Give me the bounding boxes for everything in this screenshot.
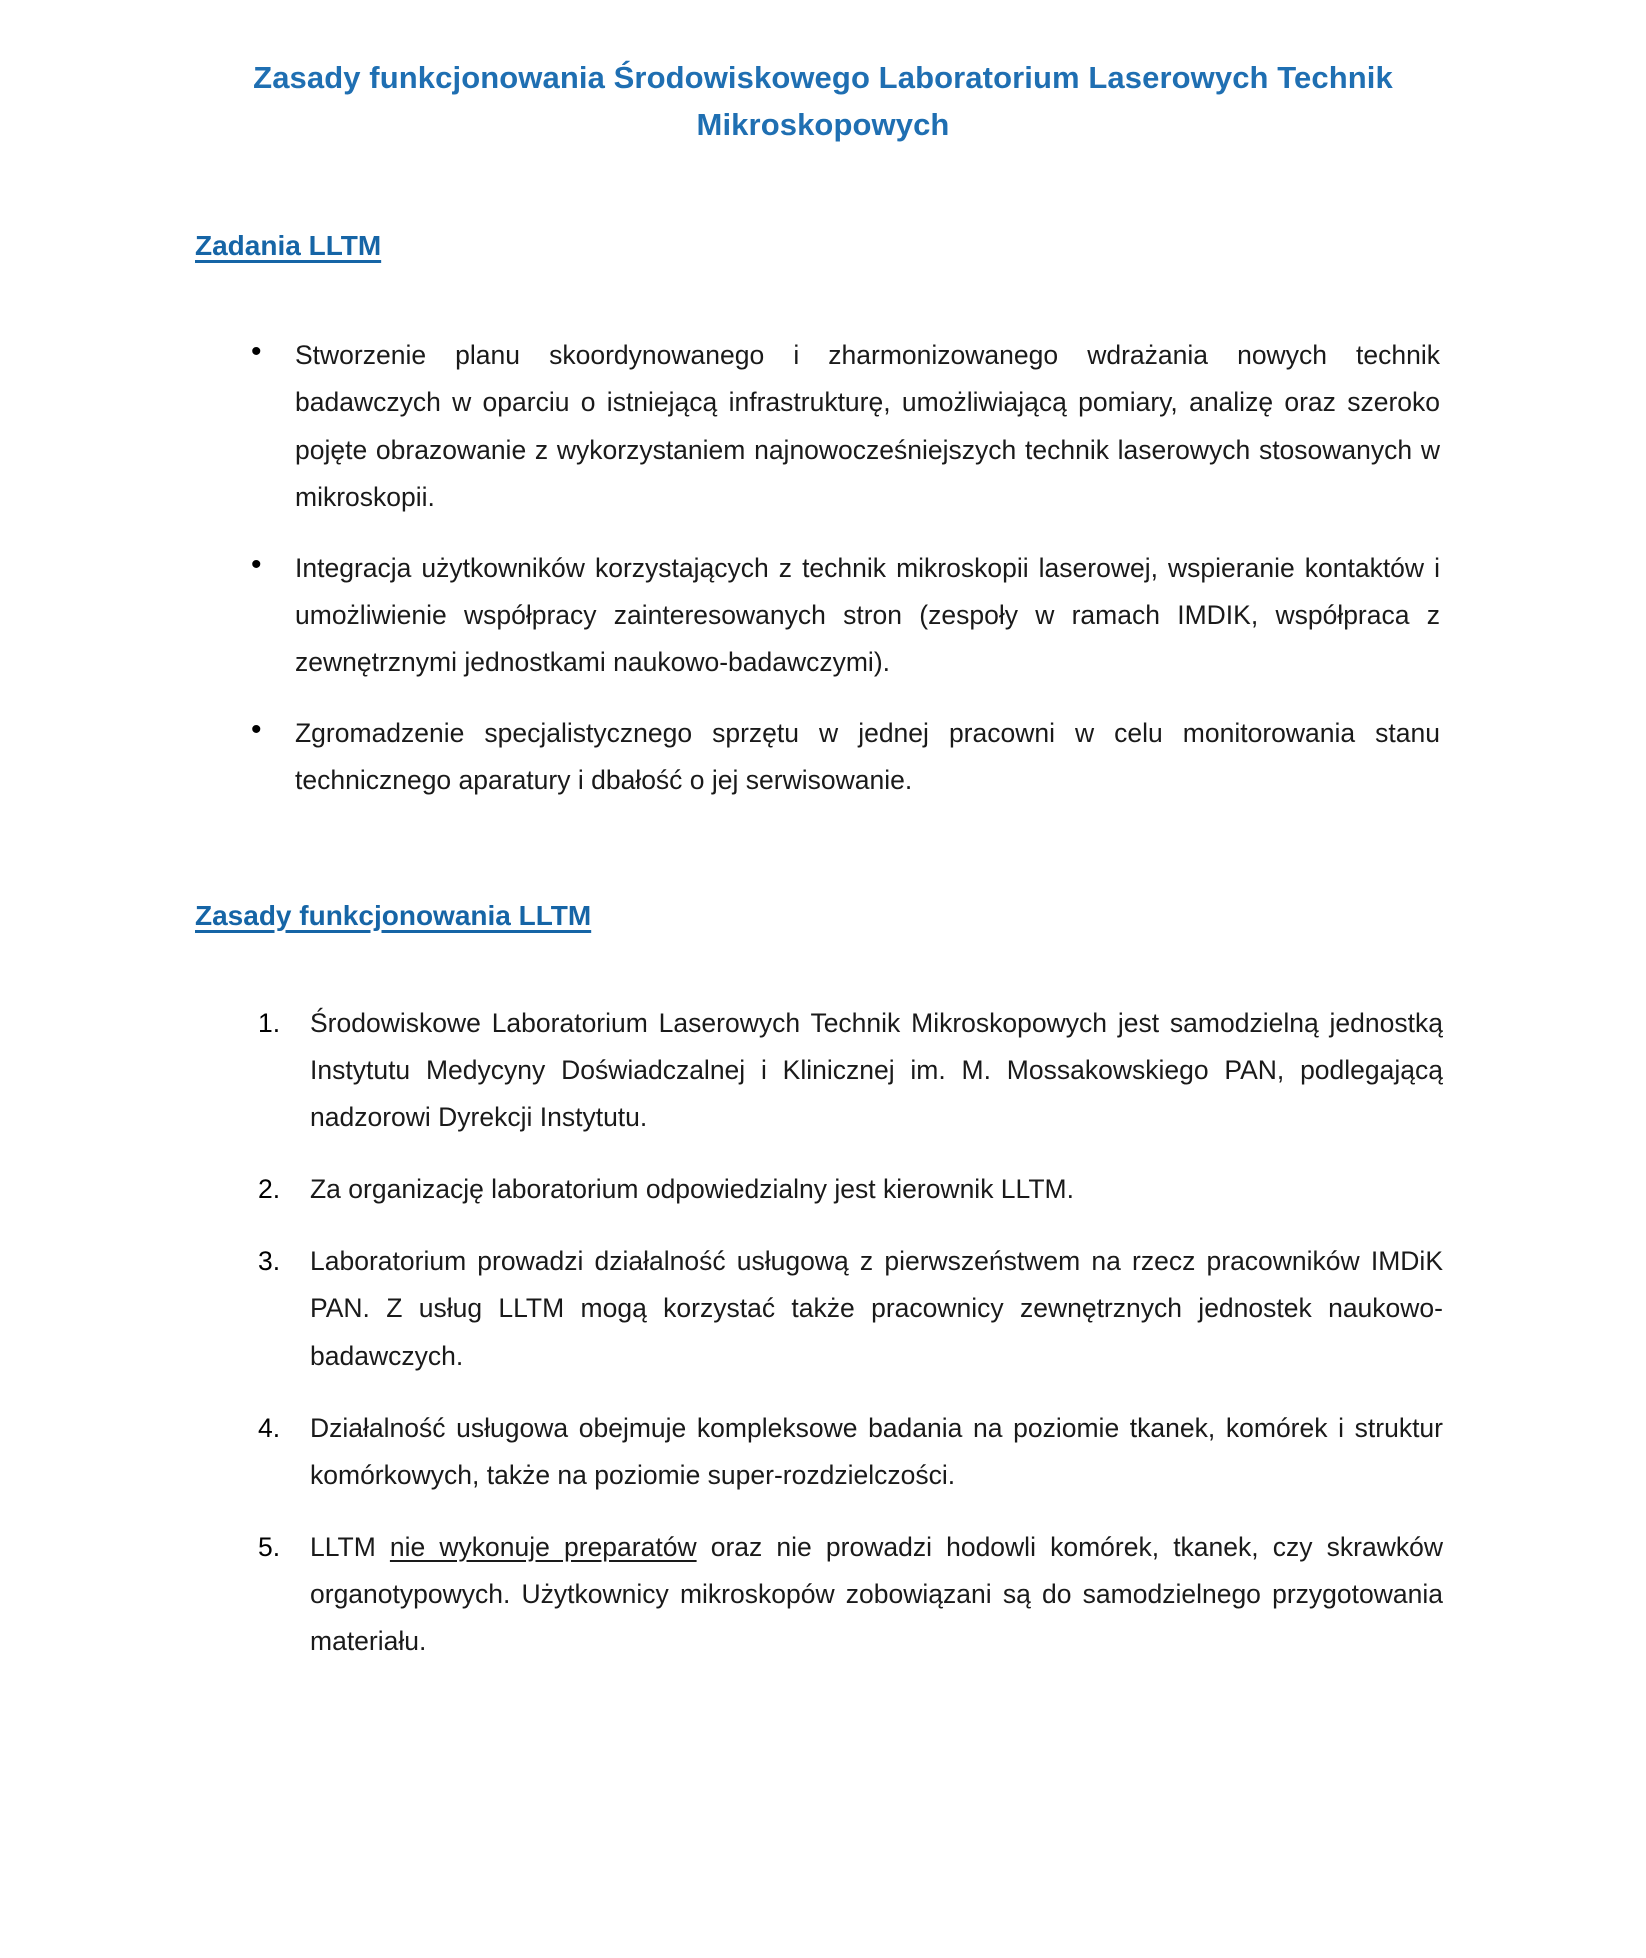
page-bottom-spacer	[0, 1691, 1646, 1701]
list-item	[245, 545, 1440, 686]
text-run: oraz nie prowadzi hodowli komórek, tkanek, czy skrawków organotypowych. Użytkownicy mikroskopów zobowiązani są do samodzielnego przygotowania materiału.	[310, 1532, 1443, 1657]
list-item	[258, 1238, 1443, 1379]
underlined-run: nie wykonuje preparatów	[389, 1532, 697, 1563]
section-heading-row-zadania	[195, 230, 1646, 262]
page-title: Zasady funkcjonowania Środowiskowego Laboratorium Laserowych Technik Mikroskopowych	[253, 60, 1393, 143]
bullet-text: • Integracja użytkowników korzystających z technik mikroskopii laserowej, wspieranie kontaktów i umożliwienie współpracy zainteresowanych stron (zespoły w ramach IMDIK, współpraca z zewnętrznymi jednostkami naukowo-badawczymi).	[295, 552, 1440, 678]
list-item	[258, 1524, 1443, 1665]
bullet-text: • Stworzenie planu skoordynowanego i zharmonizowanego wdrażania nowych technik badawczych w oparciu o istniejącą infrastrukturę, umożliwiającą pomiary, analizę oraz szeroko pojęte obrazowanie z wykorzystaniem najnowocześniejszych technik laserowych stosowanych w mikroskopii.	[295, 340, 1440, 512]
bullet-text: • Zgromadzenie specjalistycznego sprzętu w jednej pracowni w celu monitorowania stanu technicznego aparatury i dbałość o jej serwisowanie.	[295, 718, 1440, 796]
numbered-text-rich	[310, 1524, 1443, 1665]
numbered-text: Środowiskowe Laboratorium Laserowych Technik Mikroskopowych jest samodzielną jednostką Instytutu Medycyny Doświadczalnej i Klinicznej im. M. Mossakowskiego PAN, podlegającą nadzorowi Dyrekcji Instytutu.	[310, 1007, 1443, 1132]
section-heading-zasady: Zasady funkcjonowania LLTM	[195, 899, 592, 931]
numbered-text: Laboratorium prowadzi działalność usługową z pierwszeństwem na rzecz pracowników IMDiK PAN. Z usług LLTM mogą korzystać także pracownicy zewnętrznych jednostek naukowo-badawczych.	[310, 1246, 1443, 1371]
zadania-bullet-list	[245, 332, 1440, 804]
list-item	[258, 1000, 1443, 1141]
list-item	[245, 332, 1440, 521]
list-item	[245, 710, 1440, 804]
list-item	[258, 1405, 1443, 1499]
list-item	[258, 1166, 1443, 1213]
numbered-text: Działalność usługowa obejmuje kompleksowe badania na poziomie tkanek, komórek i struktur komórkowych, także na poziomie super-rozdzielczości.	[310, 1412, 1443, 1490]
text-run: LLTM	[310, 1532, 390, 1563]
section-heading-row-zasady	[195, 900, 1646, 932]
numbered-text: Za organizację laboratorium odpowiedzialny jest kierownik LLTM.	[310, 1174, 1074, 1205]
section-heading-zadania: Zadania LLTM	[195, 230, 382, 262]
zasady-numbered-list	[258, 1000, 1443, 1666]
